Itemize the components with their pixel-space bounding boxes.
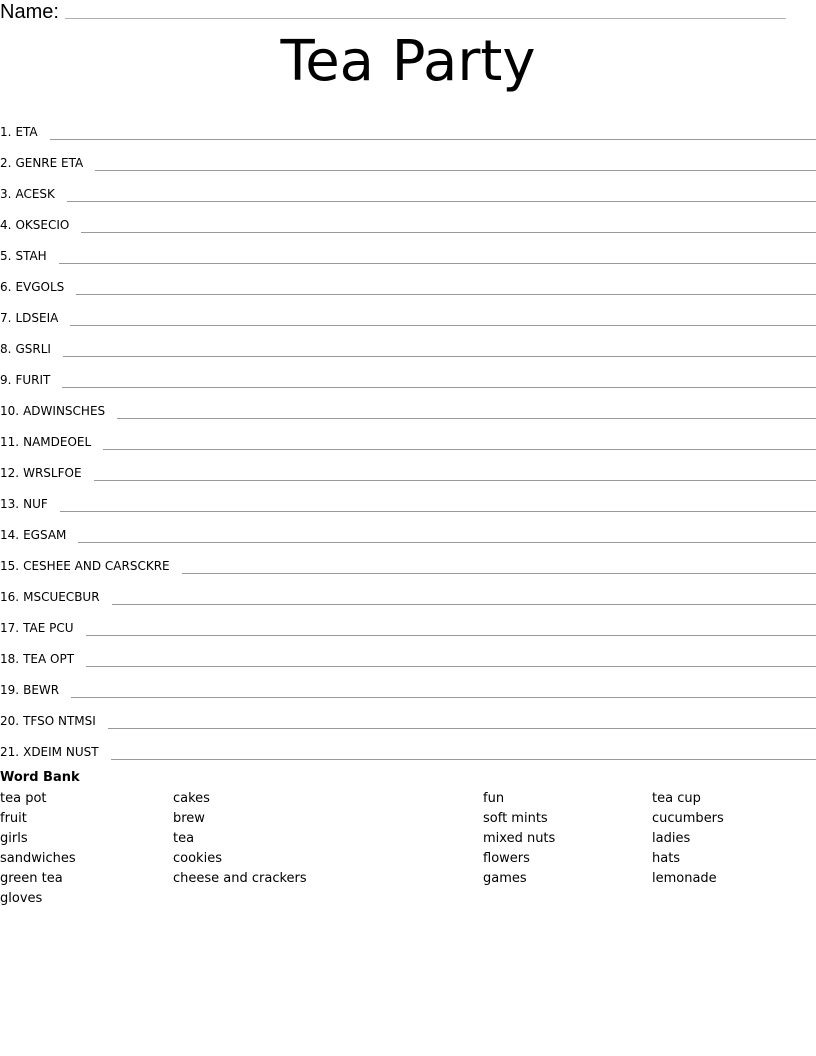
name-field[interactable] bbox=[65, 17, 786, 19]
word-bank-item: flowers bbox=[483, 851, 530, 866]
word-bank-item: gloves bbox=[0, 891, 43, 906]
scrambled-word: EVGOLS bbox=[15, 280, 65, 294]
word-bank-item: ladies bbox=[652, 831, 691, 846]
scrambled-word: NAMDEOEL bbox=[23, 435, 92, 449]
scrambled-word: GENRE ETA bbox=[15, 156, 84, 170]
answer-line[interactable] bbox=[86, 665, 816, 667]
scrambled-word: MSCUECBUR bbox=[23, 590, 100, 604]
scrambled-word: FURIT bbox=[15, 373, 51, 387]
question-number: 4. bbox=[0, 218, 12, 232]
answer-line[interactable] bbox=[108, 727, 816, 729]
word-bank-item: lemonade bbox=[652, 871, 717, 886]
scrambled-word: LDSEIA bbox=[15, 311, 59, 325]
question-number: 17. bbox=[0, 621, 20, 635]
answer-line[interactable] bbox=[81, 231, 816, 233]
scrambled-word: ADWINSCHES bbox=[23, 404, 106, 418]
answer-line[interactable] bbox=[86, 634, 816, 636]
word-bank-item: fruit bbox=[0, 811, 27, 826]
answer-line[interactable] bbox=[62, 386, 816, 388]
word-bank-item: tea bbox=[173, 831, 195, 846]
scrambled-word: ACESK bbox=[15, 187, 55, 201]
answer-line[interactable] bbox=[71, 696, 816, 698]
question-row bbox=[0, 265, 816, 296]
scrambled-word: TFSO NTMSI bbox=[23, 714, 96, 728]
answer-line[interactable] bbox=[50, 138, 816, 140]
question-row bbox=[0, 544, 816, 575]
question-row bbox=[0, 606, 816, 637]
question-number: 20. bbox=[0, 714, 20, 728]
word-bank-item: mixed nuts bbox=[483, 831, 556, 846]
scrambled-word: OKSECIO bbox=[15, 218, 70, 232]
question-number: 14. bbox=[0, 528, 20, 542]
answer-line[interactable] bbox=[111, 758, 816, 760]
word-bank-column bbox=[0, 789, 76, 909]
word-bank-item: brew bbox=[173, 811, 205, 826]
question-number: 11. bbox=[0, 435, 20, 449]
question-number: 18. bbox=[0, 652, 20, 666]
question-row bbox=[0, 482, 816, 513]
question-row bbox=[0, 141, 816, 172]
answer-line[interactable] bbox=[59, 262, 816, 264]
question-row bbox=[0, 575, 816, 606]
answer-line[interactable] bbox=[76, 293, 816, 295]
scrambled-word: ETA bbox=[15, 125, 38, 139]
question-row bbox=[0, 668, 816, 699]
scrambled-word: XDEIM NUST bbox=[23, 745, 99, 759]
question-number: 19. bbox=[0, 683, 20, 697]
question-number: 9. bbox=[0, 373, 12, 387]
scrambled-word: CESHEE AND CARSCKRE bbox=[23, 559, 170, 573]
question-number: 5. bbox=[0, 249, 12, 263]
word-bank-item: girls bbox=[0, 831, 28, 846]
word-bank-item: soft mints bbox=[483, 811, 548, 826]
question-row bbox=[0, 203, 816, 234]
word-bank-item: cakes bbox=[173, 791, 210, 806]
answer-line[interactable] bbox=[103, 448, 816, 450]
question-number: 10. bbox=[0, 404, 20, 418]
question-number: 7. bbox=[0, 311, 12, 325]
question-number: 15. bbox=[0, 559, 20, 573]
page-title: Tea Party bbox=[280, 29, 536, 94]
question-row bbox=[0, 420, 816, 451]
name-row bbox=[0, 0, 790, 22]
scrambled-word: TAE PCU bbox=[23, 621, 74, 635]
scrambled-word: STAH bbox=[15, 249, 47, 263]
answer-line[interactable] bbox=[95, 169, 816, 171]
scrambled-word: NUF bbox=[23, 497, 48, 511]
word-bank-item: cheese and crackers bbox=[173, 871, 307, 886]
word-bank bbox=[0, 789, 816, 919]
question-number: 2. bbox=[0, 156, 12, 170]
scrambled-word: GSRLI bbox=[15, 342, 51, 356]
question-row bbox=[0, 389, 816, 420]
word-bank-item: cookies bbox=[173, 851, 222, 866]
word-bank-item: fun bbox=[483, 791, 505, 806]
word-bank-item: games bbox=[483, 871, 527, 886]
scrambled-word: BEWR bbox=[23, 683, 60, 697]
question-number: 21. bbox=[0, 745, 20, 759]
word-bank-column bbox=[173, 789, 307, 889]
question-number: 16. bbox=[0, 590, 20, 604]
word-bank-item: cucumbers bbox=[652, 811, 724, 826]
question-number: 12. bbox=[0, 466, 20, 480]
question-row bbox=[0, 637, 816, 668]
question-row bbox=[0, 513, 816, 544]
question-row bbox=[0, 699, 816, 730]
question-row bbox=[0, 358, 816, 389]
answer-line[interactable] bbox=[182, 572, 816, 574]
word-bank-item: tea cup bbox=[652, 791, 701, 806]
question-row bbox=[0, 110, 816, 141]
scrambled-word: WRSLFOE bbox=[23, 466, 82, 480]
question-number: 3. bbox=[0, 187, 12, 201]
question-number: 1. bbox=[0, 125, 12, 139]
question-row bbox=[0, 451, 816, 482]
word-bank-item: tea pot bbox=[0, 791, 47, 806]
answer-line[interactable] bbox=[78, 541, 816, 543]
word-bank-item: sandwiches bbox=[0, 851, 76, 866]
answer-line[interactable] bbox=[63, 355, 816, 357]
question-row bbox=[0, 172, 816, 203]
question-row bbox=[0, 296, 816, 327]
answer-line[interactable] bbox=[94, 479, 816, 481]
question-list bbox=[0, 110, 816, 761]
question-number: 8. bbox=[0, 342, 12, 356]
word-bank-column bbox=[652, 789, 724, 889]
scrambled-word: TEA OPT bbox=[23, 652, 75, 666]
question-row bbox=[0, 234, 816, 265]
answer-line[interactable] bbox=[67, 200, 816, 202]
word-bank-item: green tea bbox=[0, 871, 63, 886]
word-bank-item: hats bbox=[652, 851, 681, 866]
name-label: Name: bbox=[0, 1, 59, 23]
question-row bbox=[0, 730, 816, 761]
word-bank-column bbox=[483, 789, 555, 889]
answer-line[interactable] bbox=[117, 417, 816, 419]
scrambled-word: EGSAM bbox=[23, 528, 67, 542]
answer-line[interactable] bbox=[70, 324, 816, 326]
question-number: 13. bbox=[0, 497, 20, 511]
answer-line[interactable] bbox=[112, 603, 816, 605]
question-row bbox=[0, 327, 816, 358]
word-bank-title: Word Bank bbox=[0, 770, 80, 785]
question-number: 6. bbox=[0, 280, 12, 294]
answer-line[interactable] bbox=[60, 510, 816, 512]
